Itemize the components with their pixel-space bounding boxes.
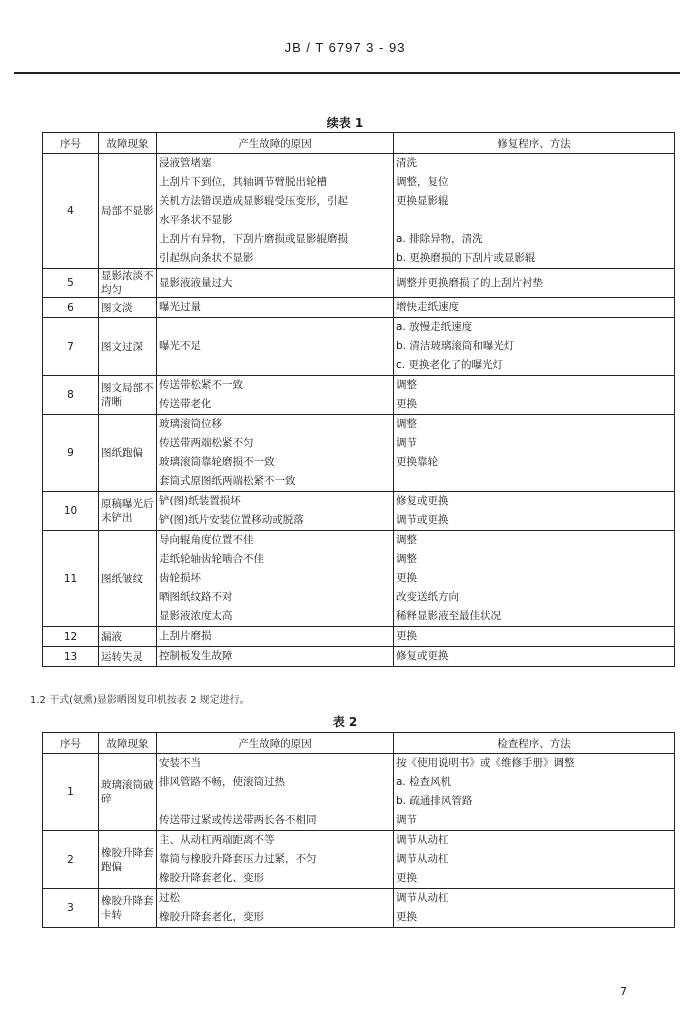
cause-line: 走纸轮轴齿轮啮合不佳 — [159, 553, 264, 565]
fix-cell — [394, 647, 675, 667]
row-number: 1 — [43, 754, 99, 831]
table2-caption: 表 2 — [332, 715, 358, 729]
fault-symptom: 原稿曝光后未铲出 — [99, 492, 157, 531]
fix-cell — [394, 154, 675, 269]
table-row — [43, 647, 675, 667]
table-row — [43, 298, 675, 318]
cause-line: 上刮片有异物，下刮片磨损或显影辊磨损 — [159, 233, 348, 245]
cause-line: 关机方法错误造成显影辊受压变形，引起 — [159, 195, 348, 207]
cause-line: 传送带老化 — [159, 398, 212, 410]
cause-line: 齿轮损坏 — [159, 572, 201, 584]
fix-line: 调节从动杠 — [396, 834, 449, 846]
table2 — [42, 732, 675, 928]
fault-symptom: 图文局部不清晰 — [99, 376, 157, 415]
table-row — [43, 415, 675, 492]
cause-line: 玻璃滚筒位移 — [159, 418, 222, 430]
cause-line: 晒图纸纹路不对 — [159, 591, 233, 603]
fix-line: 更换 — [396, 872, 417, 884]
column-header: 故障现象 — [99, 133, 157, 154]
table-row — [43, 269, 675, 298]
row-number: 7 — [43, 318, 99, 376]
column-header: 产生故障的原因 — [157, 733, 394, 754]
fix-line: 更换 — [396, 911, 417, 923]
row-number: 9 — [43, 415, 99, 492]
row-number: 8 — [43, 376, 99, 415]
fix-cell — [394, 831, 675, 889]
fix-line: b. 清洁玻璃滚筒和曝光灯 — [396, 340, 515, 352]
cause-cell — [157, 269, 394, 298]
column-header: 检查程序、方法 — [394, 733, 675, 754]
table1-caption: 续表 1 — [326, 116, 364, 130]
fix-line: a. 排除异物，清洗 — [396, 233, 483, 245]
cause-line: 上刮片下到位，其轴调节臂脱出轮槽 — [159, 176, 327, 188]
fix-line: 更换靠轮 — [396, 456, 438, 468]
fix-cell — [394, 376, 675, 415]
fix-line: 调节从动杠 — [396, 853, 449, 865]
table-row — [43, 376, 675, 415]
fault-symptom: 橡胶升降套跑偏 — [99, 831, 157, 889]
fault-symptom: 局部不显影 — [99, 154, 157, 269]
fix-line: 调整 — [396, 418, 417, 430]
fault-symptom: 漏液 — [99, 627, 157, 647]
cause-line: 套筒式原图纸两端松紧不一致 — [159, 475, 296, 487]
fix-cell — [394, 269, 675, 298]
fix-line: 调整，复位 — [396, 176, 449, 188]
standard-header: JB / T 6797 3 - 93 — [284, 40, 406, 55]
table1 — [42, 132, 675, 667]
section-note: 1.2 干式(氨熏)显影晒图复印机按表 2 规定进行。 — [30, 695, 250, 706]
cause-line: 橡胶升降套老化，变形 — [159, 911, 264, 923]
fix-cell — [394, 298, 675, 318]
fix-line: 改变送纸方向 — [396, 591, 459, 603]
cause-line: 靠筒与橡胶升降套压力过紧，不匀 — [159, 853, 317, 865]
fix-cell — [394, 415, 675, 492]
fault-symptom: 橡胶升降套卡转 — [99, 889, 157, 928]
fix-line: 增快走纸速度 — [396, 301, 459, 313]
cause-line: 传送带松紧不一致 — [159, 379, 243, 391]
fault-symptom: 图文淡 — [99, 298, 157, 318]
cause-line: 安装不当 — [159, 757, 201, 769]
fix-line: 调节 — [396, 437, 417, 449]
cause-cell — [157, 154, 394, 269]
fix-line: 调整 — [396, 534, 417, 546]
column-header: 产生故障的原因 — [157, 133, 394, 154]
table-row — [43, 754, 675, 831]
fix-line: 更换 — [396, 398, 417, 410]
fault-symptom: 图文过深 — [99, 318, 157, 376]
cause-line: 控制板发生故障 — [159, 650, 233, 662]
fix-line: 调节 — [396, 814, 417, 826]
table-row — [43, 318, 675, 376]
fix-line: 清洗 — [396, 157, 417, 169]
table-row — [43, 831, 675, 889]
fix-line: 调节从动杠 — [396, 892, 449, 904]
column-header: 故障现象 — [99, 733, 157, 754]
cause-line: 曝光过量 — [159, 301, 201, 313]
fix-line: 稀释显影液至最佳状况 — [396, 610, 501, 622]
row-number: 4 — [43, 154, 99, 269]
row-number: 10 — [43, 492, 99, 531]
cause-line: 铲(图)纸片安装位置移动或脱落 — [159, 514, 304, 526]
fault-symptom: 图纸跑偏 — [99, 415, 157, 492]
fix-line: a. 检查风机 — [396, 776, 452, 788]
row-number: 12 — [43, 627, 99, 647]
cause-cell — [157, 415, 394, 492]
row-number: 11 — [43, 531, 99, 627]
cause-line: 过松 — [159, 892, 180, 904]
fix-cell — [394, 492, 675, 531]
cause-line: 玻璃滚筒靠轮磨损不一致 — [159, 456, 275, 468]
cause-line — [159, 792, 391, 811]
column-header: 修复程序、方法 — [394, 133, 675, 154]
cause-cell — [157, 647, 394, 667]
fix-cell — [394, 531, 675, 627]
cause-line: 引起纵向条状不显影 — [159, 252, 254, 264]
fix-line — [396, 472, 672, 491]
fix-line: a. 放慢走纸速度 — [396, 321, 473, 333]
row-number: 3 — [43, 889, 99, 928]
cause-cell — [157, 889, 394, 928]
fix-line: 更换显影辊 — [396, 195, 449, 207]
cause-line: 浸液管堵塞 — [159, 157, 212, 169]
fix-line: 调节或更换 — [396, 514, 449, 526]
row-number: 6 — [43, 298, 99, 318]
column-header: 序号 — [43, 133, 99, 154]
table-row — [43, 492, 675, 531]
table-row — [43, 531, 675, 627]
fix-cell — [394, 889, 675, 928]
header-rule — [14, 72, 680, 74]
cause-line: 导向辊角度位置不佳 — [159, 534, 254, 546]
fix-line: b. 更换磨损的下刮片或显影辊 — [396, 252, 536, 264]
cause-cell — [157, 754, 394, 831]
fix-line: 按《使用说明书》或《维修手册》调整 — [396, 757, 575, 769]
fix-line: b. 疏通排风管路 — [396, 795, 473, 807]
fix-line: 更换 — [396, 630, 417, 642]
cause-line: 铲(图)纸装置损坏 — [159, 495, 241, 507]
fault-symptom: 图纸皱纹 — [99, 531, 157, 627]
cause-cell — [157, 627, 394, 647]
cause-cell — [157, 376, 394, 415]
cause-cell — [157, 831, 394, 889]
cause-line: 显影液液量过大 — [159, 276, 233, 289]
table2-header-row — [43, 733, 675, 754]
fix-line: 调整 — [396, 553, 417, 565]
fault-symptom: 显影浓淡不均匀 — [99, 269, 157, 298]
table-row — [43, 154, 675, 269]
cause-cell — [157, 492, 394, 531]
cause-line: 橡胶升降套老化、变形 — [159, 872, 264, 884]
column-header: 序号 — [43, 733, 99, 754]
fix-line: 修复或更换 — [396, 650, 449, 662]
table-row — [43, 627, 675, 647]
fix-line: 修复或更换 — [396, 495, 449, 507]
fix-cell — [394, 318, 675, 376]
row-number: 2 — [43, 831, 99, 889]
cause-cell — [157, 531, 394, 627]
cause-line: 上刮片磨损 — [159, 630, 212, 642]
fault-symptom: 运转失灵 — [99, 647, 157, 667]
table1-header-row — [43, 133, 675, 154]
cause-line: 显影液浓度太高 — [159, 610, 233, 622]
fix-line: c. 更换老化了的曝光灯 — [396, 359, 503, 371]
cause-line: 主、从动杠两端距离不等 — [159, 834, 275, 846]
cause-cell — [157, 298, 394, 318]
cause-line: 水平条状不显影 — [159, 214, 233, 226]
cause-line: 传送带两端松紧不匀 — [159, 437, 254, 449]
row-number: 13 — [43, 647, 99, 667]
row-number: 5 — [43, 269, 99, 298]
cause-line: 排风管路不畅，使滚筒过热 — [159, 776, 285, 788]
fix-line: 调整 — [396, 379, 417, 391]
fix-line: 更换 — [396, 572, 417, 584]
cause-line: 传送带过紧或传送带两长各不相同 — [159, 814, 317, 826]
table-row — [43, 889, 675, 928]
fix-line: 调整并更换磨损了的上刮片衬垫 — [396, 276, 543, 289]
page-number: 7 — [620, 985, 627, 998]
cause-cell — [157, 318, 394, 376]
fix-cell — [394, 627, 675, 647]
cause-line: 曝光不足 — [159, 340, 201, 352]
fix-cell — [394, 754, 675, 831]
fix-line — [396, 211, 672, 230]
fault-symptom: 玻璃滚筒破碎 — [99, 754, 157, 831]
